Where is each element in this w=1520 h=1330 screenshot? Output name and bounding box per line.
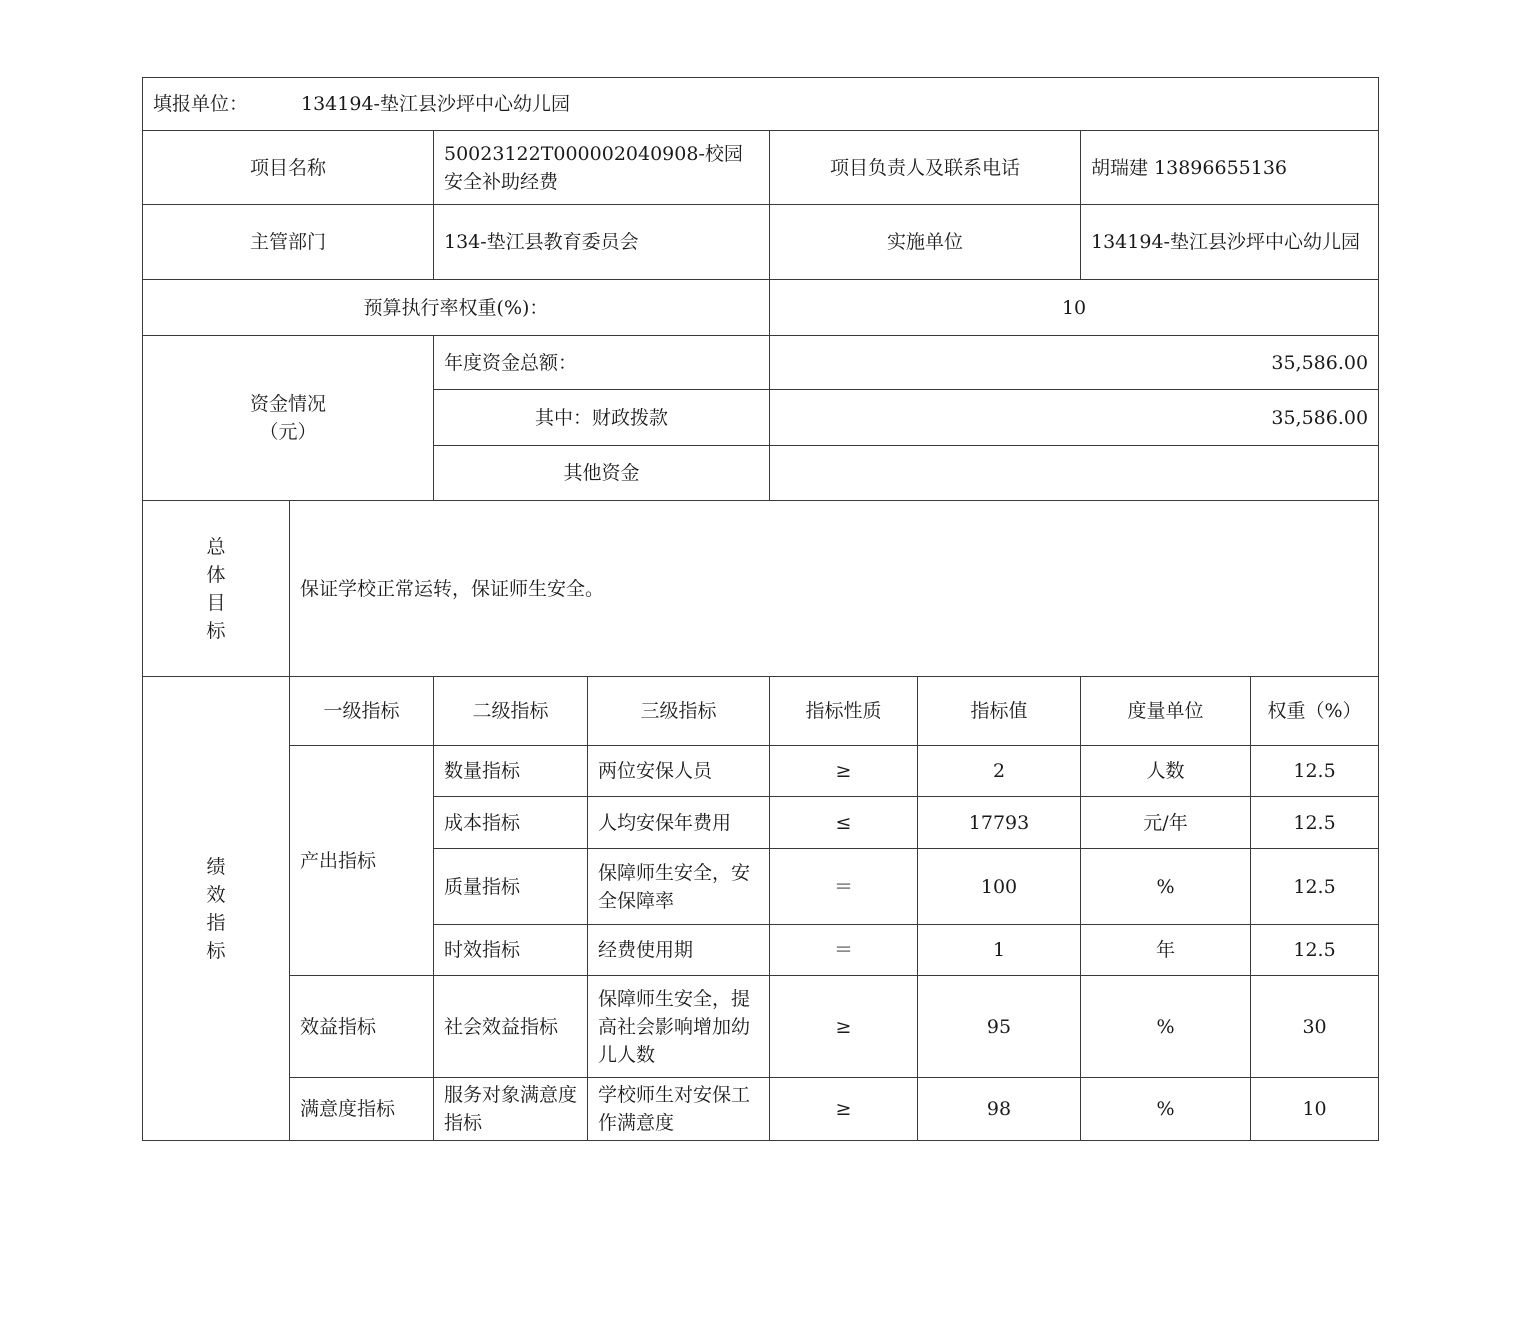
indicator-row [143, 1078, 1379, 1141]
department-label: 主管部门 [143, 205, 434, 280]
funds-other-value [770, 446, 1379, 501]
level3-indicator: 两位安保人员 [588, 746, 770, 797]
funds-label-line1: 资金情况 [249, 393, 326, 415]
indicator-value: 2 [918, 746, 1081, 797]
indicator-operator: ≥ [770, 1078, 918, 1141]
reporting-unit-value: 134194-垫江县沙坪中心幼儿园 [301, 93, 570, 115]
benefit-indicator-label: 效益指标 [290, 976, 434, 1078]
indicator-row [143, 976, 1379, 1078]
column-header: 指标值 [918, 677, 1081, 746]
level2-indicator: 成本指标 [434, 797, 588, 849]
funds-label-line2: （元） [259, 421, 317, 443]
level2-indicator: 数量指标 [434, 746, 588, 797]
overall-goal-label [143, 501, 290, 677]
column-header: 指标性质 [770, 677, 918, 746]
level2-indicator: 服务对象满意度指标 [434, 1078, 588, 1141]
project-name-value: 50023122T000002040908-校园安全补助经费 [434, 131, 770, 205]
project-owner-label: 项目负责人及联系电话 [770, 131, 1081, 205]
overall-goal-char: 体 [206, 563, 226, 586]
output-indicator-label: 产出指标 [290, 746, 434, 976]
level3-indicator: 经费使用期 [588, 925, 770, 976]
indicator-value: 98 [918, 1078, 1081, 1141]
column-header: 度量单位 [1081, 677, 1251, 746]
department-row [143, 205, 1379, 280]
level3-indicator: 保障师生安全，安全保障率 [588, 849, 770, 925]
indicator-weight: 10 [1251, 1078, 1379, 1141]
level2-indicator: 时效指标 [434, 925, 588, 976]
indicator-operator: ≤ [770, 797, 918, 849]
column-header: 二级指标 [434, 677, 588, 746]
indicator-row [143, 746, 1379, 797]
indicator-weight: 12.5 [1251, 849, 1379, 925]
indicator-operator: ≥ [770, 976, 918, 1078]
project-name-label: 项目名称 [143, 131, 434, 205]
project-name-row [143, 131, 1379, 205]
satisfaction-indicator-label: 满意度指标 [290, 1078, 434, 1141]
funds-label [143, 336, 434, 501]
performance-indicator-char: 绩 [206, 855, 226, 878]
indicator-unit: 元/年 [1081, 797, 1251, 849]
indicator-weight: 12.5 [1251, 746, 1379, 797]
indicator-operator: ＝ [770, 925, 918, 976]
indicator-unit: 人数 [1081, 746, 1251, 797]
reporting-unit-label: 填报单位： [153, 93, 249, 115]
funds-fiscal-label: 其中：财政拨款 [434, 390, 770, 446]
performance-indicator-char: 标 [206, 939, 226, 962]
column-header: 权重（%） [1251, 677, 1379, 746]
indicator-value: 100 [918, 849, 1081, 925]
budget-weight-value: 10 [770, 280, 1379, 336]
indicator-unit: % [1081, 976, 1251, 1078]
column-header: 三级指标 [588, 677, 770, 746]
indicator-weight: 12.5 [1251, 797, 1379, 849]
performance-target-table [142, 77, 1379, 1141]
overall-goal-text: 保证学校正常运转，保证师生安全。 [290, 501, 1379, 677]
overall-goal-row [143, 501, 1379, 677]
indicator-operator: ＝ [770, 849, 918, 925]
budget-weight-label: 预算执行率权重(%)： [143, 280, 770, 336]
implementing-unit-value: 134194-垫江县沙坪中心幼儿园 [1081, 205, 1379, 280]
indicator-weight: 30 [1251, 976, 1379, 1078]
indicator-operator: ≥ [770, 746, 918, 797]
indicator-unit: % [1081, 849, 1251, 925]
department-value: 134-垫江县教育委员会 [434, 205, 770, 280]
indicator-value: 95 [918, 976, 1081, 1078]
indicator-weight: 12.5 [1251, 925, 1379, 976]
performance-indicator-char: 效 [206, 883, 226, 906]
reporting-unit-cell [143, 78, 1379, 131]
overall-goal-char: 目 [206, 591, 226, 614]
implementing-unit-label: 实施单位 [770, 205, 1081, 280]
funds-total-label: 年度资金总额： [434, 336, 770, 390]
reporting-unit-row [143, 78, 1379, 131]
level3-indicator: 保障师生安全，提高社会影响增加幼儿人数 [588, 976, 770, 1078]
funds-total-row [143, 336, 1379, 390]
budget-weight-row [143, 280, 1379, 336]
funds-other-label: 其他资金 [434, 446, 770, 501]
indicator-header-row [143, 677, 1379, 746]
project-owner-value: 胡瑞建 13896655136 [1081, 131, 1379, 205]
funds-fiscal-value: 35,586.00 [770, 390, 1379, 446]
overall-goal-char: 标 [206, 619, 226, 642]
overall-goal-char: 总 [206, 535, 226, 558]
indicator-value: 17793 [918, 797, 1081, 849]
indicator-unit: 年 [1081, 925, 1251, 976]
indicator-unit: % [1081, 1078, 1251, 1141]
column-header: 一级指标 [290, 677, 434, 746]
level3-indicator: 人均安保年费用 [588, 797, 770, 849]
level3-indicator: 学校师生对安保工作满意度 [588, 1078, 770, 1141]
funds-total-value: 35,586.00 [770, 336, 1379, 390]
performance-indicator-char: 指 [206, 911, 226, 934]
level2-indicator: 社会效益指标 [434, 976, 588, 1078]
performance-indicator-label [143, 677, 290, 1141]
level2-indicator: 质量指标 [434, 849, 588, 925]
indicator-value: 1 [918, 925, 1081, 976]
